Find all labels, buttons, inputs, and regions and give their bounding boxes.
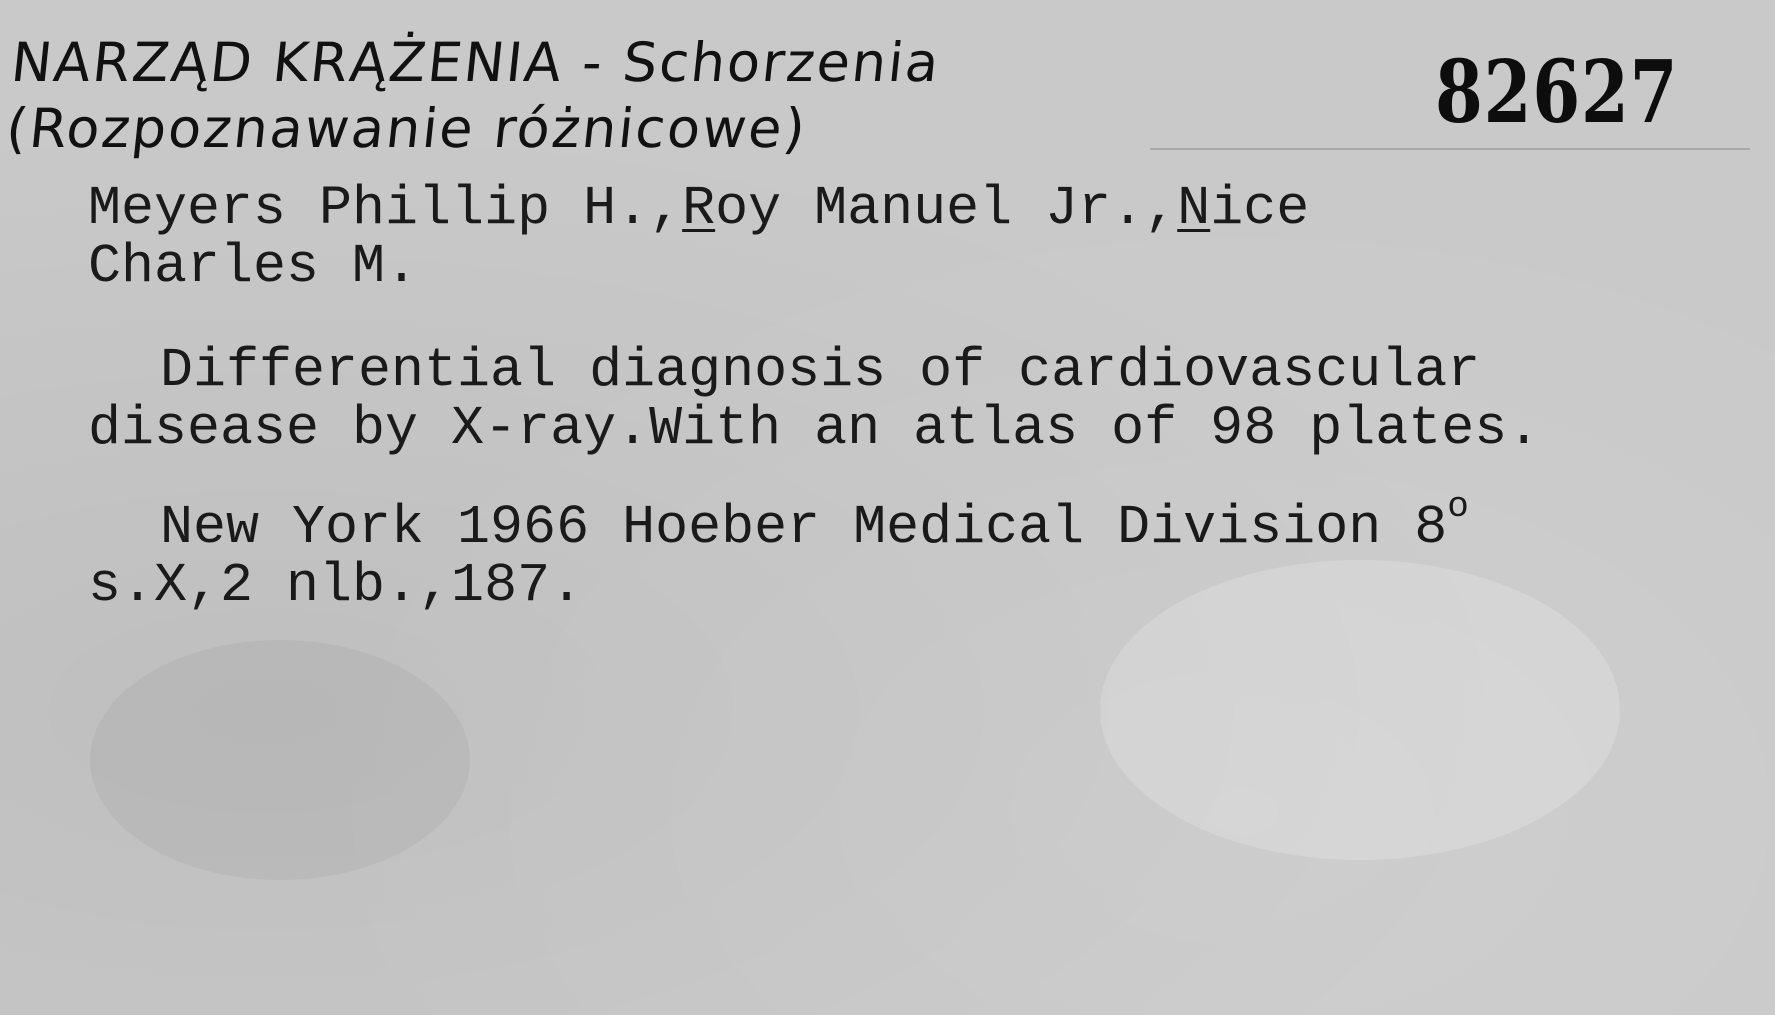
authors-underlined-initial-n: N (1177, 177, 1211, 240)
imprint-line-2: s.X,2 nlb.,187. (88, 554, 584, 617)
card-stain (90, 640, 470, 880)
catalog-number: 82627 (1435, 42, 1679, 143)
authors-text-b: oy Manuel Jr., (715, 177, 1178, 240)
card-rule-line (1150, 148, 1750, 150)
authors-line-2: Charles M. (88, 235, 419, 298)
imprint-line-1: New York 1966 Hoeber Medical Division 8 (160, 496, 1448, 559)
title-line-2: disease by X-ray.With an atlas of 98 plates. (88, 397, 1541, 460)
subject-heading-line-1: NARZĄD KRĄŻENIA - Schorzenia (8, 31, 944, 94)
authors-text-a: Meyers Phillip H., (88, 177, 683, 240)
format-degree-mark: o (1447, 486, 1469, 527)
authors-block (88, 177, 1310, 298)
title-line-1: Differential diagnosis of cardiovascular (160, 339, 1481, 402)
subject-heading (1, 30, 944, 162)
authors-underlined-initial-r: R (682, 177, 716, 240)
imprint-block (88, 486, 1469, 617)
subject-heading-line-2: (Rozpoznawanie różnicowe) (3, 97, 811, 160)
authors-text-c: ice (1210, 177, 1310, 240)
title-block (88, 339, 1541, 460)
